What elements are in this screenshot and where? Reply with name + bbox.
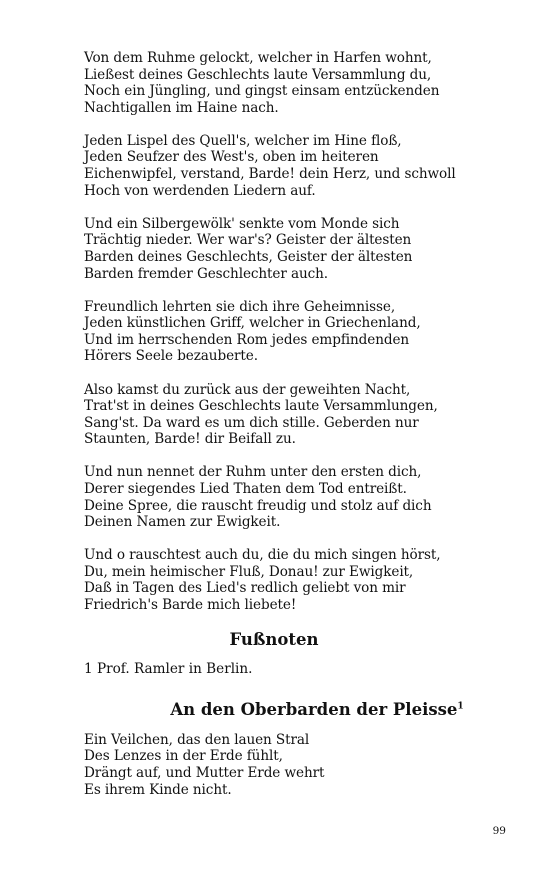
poem-line: Noch ein Jüngling, und gingst einsam entzückenden bbox=[84, 83, 440, 100]
poem-line: Staunten, Barde! dir Beifall zu. bbox=[84, 431, 296, 448]
poem-line: Trat'st in deines Geschlechts laute Versammlungen, bbox=[84, 398, 438, 415]
poem-line: Derer siegendes Lied Thaten dem Tod entreißt. bbox=[84, 480, 407, 497]
poem-line: Freundlich lehrten sie dich ihre Geheimnisse, bbox=[84, 298, 396, 315]
poem-line: Von dem Ruhme gelockt, welcher in Harfen wohnt, bbox=[84, 50, 432, 66]
poem-line: Also kamst du zurück aus der geweihten Nacht, bbox=[84, 381, 411, 398]
poem-line: Jeden künstlichen Griff, welcher in Griechenland, bbox=[84, 315, 421, 332]
poem-line: Und nun nennet der Ruhm unter den ersten dich, bbox=[84, 464, 422, 481]
poem-line: Du, mein heimischer Fluß, Donau! zur Ewigkeit, bbox=[84, 563, 414, 580]
poem-line: Nachtigallen im Haine nach. bbox=[84, 99, 279, 116]
poem-body bbox=[84, 50, 504, 614]
stanza-5 bbox=[84, 382, 504, 448]
poem-line: Barden deines Geschlechts, Geister der ältesten bbox=[84, 248, 413, 265]
poem-line: Es ihrem Kinde nicht. bbox=[84, 781, 232, 798]
page-number: 99 bbox=[492, 825, 506, 837]
stanza-4 bbox=[84, 299, 504, 365]
poem-line: Daß in Tagen des Lied's redlich geliebt von mir bbox=[84, 580, 406, 597]
stanza-7 bbox=[84, 547, 504, 613]
poem-line: Des Lenzes in der Erde fühlt, bbox=[84, 748, 283, 765]
footnote-reference[interactable]: 1 bbox=[457, 701, 464, 712]
next-poem-stanza bbox=[84, 732, 504, 798]
poem-line: Drängt auf, und Mutter Erde wehrt bbox=[84, 764, 325, 781]
poem-line: Jeden Seufzer des West's, oben im heiteren bbox=[84, 149, 379, 166]
poem-line: Und im herrschenden Rom jedes empfindenden bbox=[84, 331, 410, 348]
poem-line: Deine Spree, die rauscht freudig und stolz auf dich bbox=[84, 497, 432, 514]
footnotes-heading: Fußnoten bbox=[229, 630, 319, 650]
poem-line: Und o rauschtest auch du, die du mich singen hörst, bbox=[84, 547, 441, 564]
page-content bbox=[84, 50, 504, 815]
poem-line: Sang'st. Da ward es um dich stille. Geberden nur bbox=[84, 414, 419, 431]
poem-line: Trächtig nieder. Wer war's? Geister der ältesten bbox=[84, 232, 412, 249]
poem-line: Deinen Namen zur Ewigkeit. bbox=[84, 514, 281, 531]
footnote-item: 1 Prof. Ramler in Berlin. bbox=[84, 661, 253, 678]
poem-line: Und ein Silbergewölk' senkte vom Monde sich bbox=[84, 215, 400, 232]
poem-line: Ein Veilchen, das den lauen Stral bbox=[84, 731, 310, 748]
next-poem-title-text: An den Oberbarden der Pleisse bbox=[170, 699, 458, 719]
poem-line: Barden fremder Geschlechter auch. bbox=[84, 265, 329, 282]
next-poem-title bbox=[84, 700, 504, 720]
poem-line: Friedrich's Barde mich liebete! bbox=[84, 597, 297, 614]
stanza-2 bbox=[84, 133, 504, 199]
stanza-1 bbox=[84, 50, 504, 116]
stanza-3 bbox=[84, 216, 504, 282]
poem-line: Ließest deines Geschlechts laute Versammlung du, bbox=[84, 66, 432, 83]
poem-line: Eichenwipfel, verstand, Barde! dein Herz, und schwoll bbox=[84, 166, 456, 183]
poem-line: Hörers Seele bezauberte. bbox=[84, 348, 258, 365]
stanza-6 bbox=[84, 464, 504, 530]
poem-line: Jeden Lispel des Quell's, welcher im Hine floß, bbox=[84, 132, 402, 149]
poem-line: Hoch von werdenden Liedern auf. bbox=[84, 182, 316, 199]
